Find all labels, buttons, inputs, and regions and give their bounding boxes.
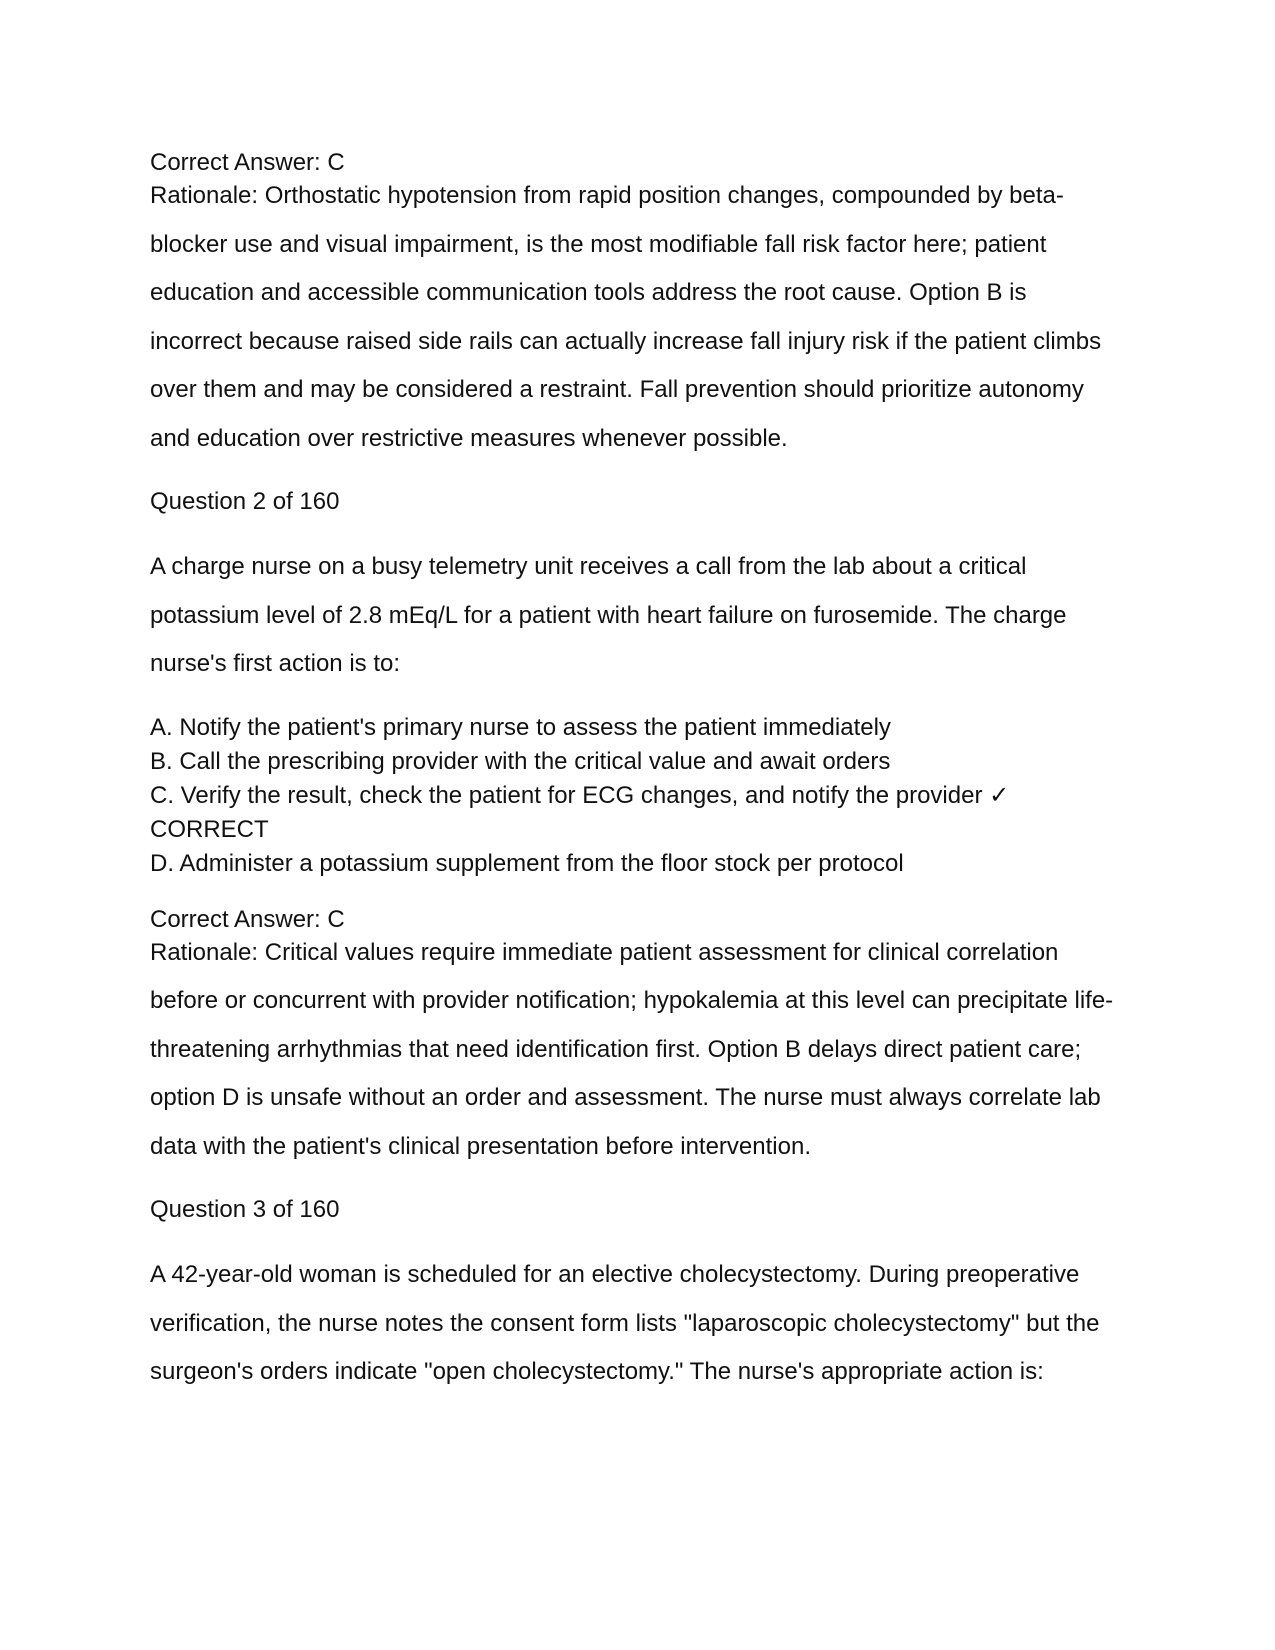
q3-stem: A 42-year-old woman is scheduled for an elective cholecystectomy. During preoperative verification, the nurse notes the consent form lists "laparoscopic cholecystectomy" but the surgeon's orders indicate "open cholecystectomy." The nurse's appropriate action is:: [150, 1261, 1100, 1385]
q2-rationale: Rationale: Critical values require immediate patient assessment for clinical correlation before or concurrent with provider notification; hypokalemia at this level can precipitate life-threatening arrhythmias that need identification first. Option B delays direct patient care; option D is unsafe without an order and assessment. The nurse must always correlate lab data with the patient's clinical presentation before intervention.: [150, 938, 1114, 1160]
q2-header: Question 2 of 160: [150, 488, 340, 515]
q2-option-a: A. Notify the patient's primary nurse to assess the patient immediately: [150, 713, 891, 741]
q2-option-d: D. Administer a potassium supplement from the floor stock per protocol: [150, 849, 904, 877]
q3-header: Question 3 of 160: [150, 1196, 340, 1223]
q2-stem: A charge nurse on a busy telemetry unit receives a call from the lab about a critical potassium level of 2.8 mEq/L for a patient with heart failure on furosemide. The charge nurse's first action is to:: [150, 553, 1067, 677]
q2-correct-answer: Correct Answer: C: [150, 905, 345, 933]
q2-options: [150, 711, 1125, 881]
q2-option-c: C. Verify the result, check the patient for ECG changes, and notify the provider ✓ CORRECT: [150, 781, 1010, 843]
q1-correct-answer: Correct Answer: C: [150, 149, 345, 176]
document-page: [150, 146, 1125, 1397]
q2-option-b: B. Call the prescribing provider with the critical value and await orders: [150, 747, 891, 775]
q1-rationale: Rationale: Orthostatic hypotension from rapid position changes, compounded by beta-blocker use and visual impairment, is the most modifiable fall risk factor here; patient education and accessible communication tools address the root cause. Option B is incorrect because raised side rails can actually increase fall injury risk if the patient climbs over them and may be considered a restraint. Fall prevention should prioritize autonomy and education over restrictive measures whenever possible.: [150, 182, 1102, 452]
